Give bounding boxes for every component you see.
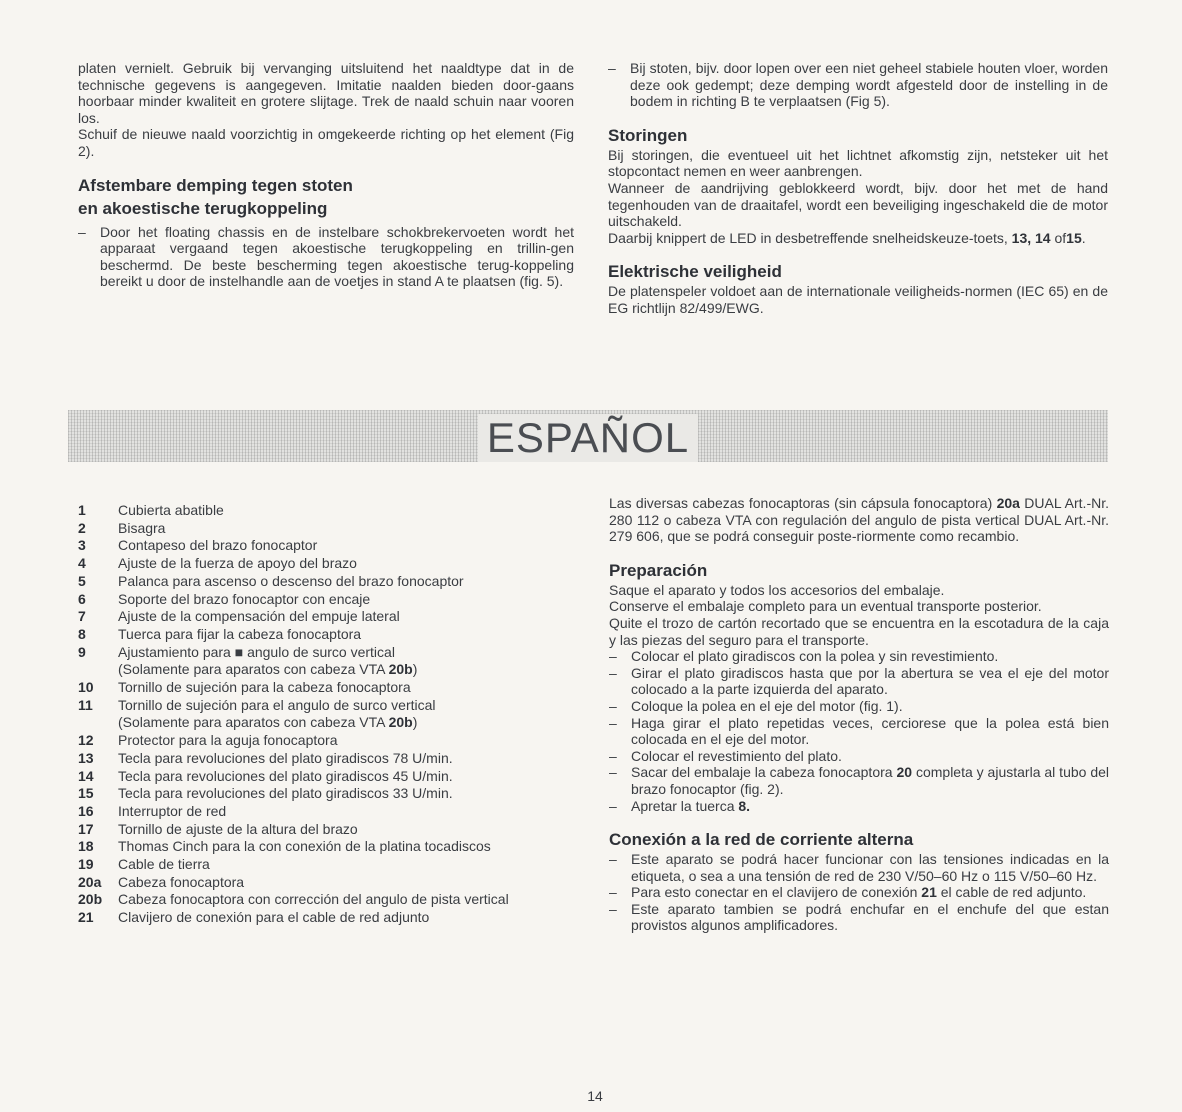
- part-description: [118, 537, 588, 555]
- part-description: [118, 909, 588, 927]
- con-item: [609, 884, 1109, 901]
- prep-item: [609, 648, 1109, 665]
- part-number: 6: [78, 590, 86, 607]
- connector-word: of: [1054, 229, 1067, 246]
- part-description: [118, 520, 588, 538]
- con-item-text: Este aparato se podrá hacer funcionar con las tensiones indicadas en la etiqueta, o sea a una tensión de red de 230 V/50–60 Hz o 115 V/50–60 Hz.: [631, 851, 1109, 884]
- part-number: 2: [78, 519, 86, 536]
- dutch-intro-p2: Schuif de nieuwe naald voorzichtig in omgekeerde richting op het element (Fig 2).: [78, 126, 574, 159]
- dash-marker: –: [609, 697, 617, 714]
- part-description-text: Tecla para revoluciones del plato giradiscos 45 U/min.: [118, 767, 453, 784]
- prep-item: [609, 748, 1109, 765]
- storingen-heading: Storingen: [608, 125, 688, 145]
- part-description-text: Tecla para revoluciones del plato giradiscos 33 U/min.: [118, 785, 453, 802]
- part-number: 11: [78, 696, 93, 713]
- prep-item7-a: Apretar la tuerca: [631, 797, 735, 814]
- prep-item: [609, 698, 1109, 715]
- cabezas-text-a: Las diversas cabezas fonocaptoras (sin cápsula fonocaptora): [609, 495, 993, 511]
- part-number: 16: [78, 802, 94, 819]
- part-number: 8: [78, 625, 86, 642]
- part-number: 4: [78, 555, 86, 572]
- parts-list-item: [78, 573, 588, 591]
- dash-marker: –: [609, 851, 617, 868]
- part-description-text: Clavijero de conexión para el cable de red adjunto: [118, 909, 430, 926]
- part-description-text: (Solamente para aparatos con cabeza VTA: [118, 714, 389, 731]
- dutch-left-column: [78, 60, 574, 290]
- storingen-p3: Daarbij knippert de LED in desbetreffende snelheidskeuze-toets, 13, 14 of15.: [608, 229, 1086, 246]
- parts-list-column: [78, 502, 588, 927]
- prep-item-text: Coloque la polea en el eje del motor (fig. 1).: [631, 697, 903, 714]
- part-ref: 20: [896, 764, 913, 781]
- parts-list-item: [78, 714, 588, 732]
- preparacion-heading: Preparación: [609, 560, 708, 580]
- parts-list-item: [78, 891, 588, 909]
- prep-item-text: [631, 798, 1109, 815]
- part-description: [118, 644, 588, 662]
- dash-marker: –: [609, 764, 617, 781]
- part-description: [118, 838, 588, 856]
- parts-list-item: [78, 626, 588, 644]
- elektrische-text: De platenspeler voldoet aan de internationale veiligheids-normen (IEC 65) en de EG richtlijn 82/499/EWG.: [608, 283, 1108, 316]
- parts-list-item: [78, 661, 588, 679]
- prep-item-text: [631, 764, 1109, 797]
- parts-list-item: [78, 785, 588, 803]
- parts-list-item: [78, 697, 588, 715]
- parts-list-item: [78, 909, 588, 927]
- key-ref: 15: [1066, 229, 1082, 246]
- dash-marker: –: [609, 747, 617, 764]
- part-description-text: Ajustamiento para ■ angulo de surco vertical: [118, 643, 395, 660]
- prep-items: [609, 648, 1109, 764]
- parts-list-item: [78, 644, 588, 662]
- parts-list-item: [78, 502, 588, 520]
- con-item-text: Este aparato tambien se podrá enchufar en el enchufe del que estan provistos algunos amplificadores.: [631, 900, 1109, 934]
- page-number: 14: [587, 1088, 603, 1104]
- part-description-text: Cable de tierra: [118, 856, 210, 873]
- parts-list-item: [78, 591, 588, 609]
- dash-marker: –: [609, 900, 617, 917]
- spanish-right-column: [609, 495, 1109, 934]
- part-description: [118, 874, 588, 892]
- parts-list-item: [78, 732, 588, 750]
- parts-list-item: [78, 608, 588, 626]
- dutch-intro-p1: platen vernielt. Gebruik bij vervanging uitsluitend het naaldtype dat in de technische gegevens is aangegeven. Imitatie naalden bieden door-gaans hoorbaar minder kwaliteit en grotere slijtage. Trek de naald schuin naar vooren los.: [78, 60, 574, 126]
- part-number: 17: [78, 820, 94, 837]
- part-number: 13: [78, 749, 94, 766]
- damping-item: [78, 224, 574, 290]
- part-description: [118, 750, 588, 768]
- dash-marker: –: [78, 223, 86, 240]
- con-item-text: [631, 884, 1109, 901]
- prep-item6-b: completa y ajustarla al tubo del brazo fonocaptor (fig. 2).: [631, 764, 1110, 797]
- part-description: [118, 573, 588, 591]
- closing-paren: ): [412, 714, 418, 731]
- parts-list-item: [78, 555, 588, 573]
- prep-p1: Saque el aparato y todos los accesorios del embalaje.: [609, 581, 945, 598]
- part-ref: 8.: [738, 797, 751, 814]
- part-number: 9: [78, 643, 86, 660]
- part-number: 1: [78, 502, 86, 518]
- part-number: 21: [78, 909, 94, 926]
- con-item2-b: el cable de red adjunto.: [940, 884, 1087, 901]
- storingen-p1: Bij storingen, die eventueel uit het lichtnet afkomstig zijn, netsteker uit het stopcontact nemen en weer aanbrengen.: [608, 146, 1108, 180]
- part-description: [118, 555, 588, 573]
- damping-item: [608, 60, 1108, 110]
- part-number: 7: [78, 608, 86, 625]
- part-description-text: Contapeso del brazo fonocaptor: [118, 537, 318, 554]
- dash-marker: –: [609, 664, 617, 681]
- part-number: 18: [78, 838, 94, 855]
- dash-marker: –: [609, 714, 617, 731]
- part-description: [118, 697, 588, 715]
- parts-list-item: [78, 750, 588, 768]
- prep-item-text: Colocar el plato giradiscos con la polea y sin revestimiento.: [631, 648, 999, 665]
- prep-item: [609, 798, 1109, 815]
- part-description: [118, 661, 588, 679]
- prep-item: [609, 715, 1109, 748]
- part-description: [118, 891, 588, 909]
- prep-item-text: Haga girar el plato repetidas veces, cerciorese que la polea está bien colocada en el eje del motor.: [631, 714, 1109, 748]
- part-number: [78, 714, 118, 732]
- damping-heading-line1: Afstembare demping tegen stoten: [78, 175, 353, 195]
- part-description: [118, 803, 588, 821]
- part-number: 3: [78, 537, 86, 554]
- parts-list-item: [78, 537, 588, 555]
- closing-paren: ): [412, 661, 418, 678]
- part-ref: 21: [921, 884, 937, 901]
- part-description-text: Tornillo de sujeción para el angulo de surco vertical: [118, 696, 436, 713]
- part-number: 15: [78, 785, 94, 802]
- part-description: [118, 714, 588, 732]
- con-item2-a: Para esto conectar en el clavijero de conexión: [631, 884, 918, 901]
- part-number: 19: [78, 856, 94, 873]
- part-description-text: Soporte del brazo fonocaptor con encaje: [118, 590, 371, 607]
- part-description-text: Tecla para revoluciones del plato giradiscos 78 U/min.: [118, 749, 453, 766]
- part-description-text: Ajuste de la compensación del empuje lateral: [118, 608, 400, 625]
- prep-item-text: Girar el plato giradiscos hasta que por la abertura se vea el eje del motor colocado a la parte izquierda del aparato.: [631, 664, 1109, 698]
- part-ref: 20b: [388, 714, 413, 731]
- parts-list-item: [78, 874, 588, 892]
- dash-marker: –: [609, 797, 617, 814]
- part-number: 20b: [78, 891, 103, 908]
- elektrische-heading: Elektrische veiligheid: [608, 262, 782, 282]
- parts-list-item: [78, 838, 588, 856]
- part-number: [78, 661, 118, 679]
- part-ref: 20a: [996, 495, 1020, 511]
- part-description-text: Protector para la aguja fonocaptora: [118, 732, 338, 749]
- damping-item-text: Door het floating chassis en de instelbare schokbrekervoeten wordt het apparaat vergaand tegen akoestische terugkoppeling en trillin-gen beschermd. De beste bescherming tegen akoestische terug-koppeling bereikt u door de instelhandle aan de voetjes in stand A te plaatsen (fig. 5).: [100, 223, 574, 290]
- part-ref: 20b: [388, 661, 413, 678]
- part-number: 5: [78, 572, 86, 589]
- damping-heading-line2: en akoestische terugkoppeling: [78, 198, 328, 218]
- parts-list-item: [78, 768, 588, 786]
- conexion-heading: Conexión a la red de corriente alterna: [609, 830, 914, 850]
- part-description: [118, 502, 588, 520]
- prep-p2: Conserve el embalaje completo para un eventual transporte posterior.: [609, 598, 1042, 615]
- part-number: 10: [78, 679, 94, 696]
- part-description: [118, 821, 588, 839]
- part-description-text: Cabeza fonocaptora: [118, 873, 245, 890]
- part-description-text: Interruptor de red: [118, 802, 227, 819]
- part-description-text: Thomas Cinch para la con conexión de la platina tocadiscos: [118, 838, 491, 855]
- parts-list-item: [78, 821, 588, 839]
- part-number: 20a: [78, 873, 102, 890]
- part-description: [118, 679, 588, 697]
- dash-marker: –: [609, 884, 617, 901]
- part-description: [118, 768, 588, 786]
- storingen-p2: Wanneer de aandrijving geblokkeerd wordt, bijv. door het met de hand tegenhouden van de draaitafel, wordt een beveiliging ingeschakeld die de motor uitschakeld.: [608, 179, 1108, 230]
- part-description-text: Palanca para ascenso o descenso del brazo fonocaptor: [118, 572, 464, 589]
- part-description: [118, 732, 588, 750]
- part-description: [118, 626, 588, 644]
- dash-marker: –: [609, 648, 617, 665]
- part-description-text: Tornillo de ajuste de la altura del brazo: [118, 820, 358, 837]
- part-description: [118, 856, 588, 874]
- cabezas-paragraph: [609, 495, 1109, 545]
- key-ref: 14: [1035, 229, 1051, 246]
- part-description-text: Bisagra: [118, 519, 166, 536]
- part-description-text: (Solamente para aparatos con cabeza VTA: [118, 661, 389, 678]
- parts-list-item: [78, 856, 588, 874]
- cabezas-text-b: DUAL Art.-Nr. 280 112 o cabeza VTA con regulación del angulo de pista vertical DUAL Art.-Nr. 279 606, que se podrá conseguir poste-riormente como recambio.: [609, 495, 1110, 545]
- dash-marker: –: [608, 60, 616, 76]
- part-description-text: Ajuste de la fuerza de apoyo del brazo: [118, 555, 357, 572]
- part-description-text: Cubierta abatible: [118, 502, 224, 518]
- prep-item-text: Colocar el revestimiento del plato.: [631, 747, 842, 764]
- parts-list-item: [78, 520, 588, 538]
- part-description: [118, 608, 588, 626]
- key-ref: 13,: [1011, 229, 1032, 246]
- damping-item-text: Bij stoten, bijv. door lopen over een niet geheel stabiele houten vloer, worden deze ook gedempt; deze demping wordt afgesteld door de instelling in de bodem in richting B te verplaatsen (Fig 5).: [630, 60, 1108, 110]
- part-description-text: Tornillo de sujeción para la cabeza fonocaptora: [118, 679, 411, 696]
- part-description-text: Tuerca para fijar la cabeza fonocaptora: [118, 625, 362, 642]
- con-item: [609, 851, 1109, 884]
- storingen-p3-text: Daarbij knippert de LED in desbetreffende snelheidskeuze-toets,: [608, 229, 1008, 246]
- part-description-text: Cabeza fonocaptora con corrección del angulo de pista vertical: [118, 891, 509, 908]
- part-number: 12: [78, 732, 94, 749]
- dutch-right-column: [608, 60, 1108, 317]
- prep-item6-a: Sacar del embalaje la cabeza fonocaptora: [631, 764, 893, 781]
- parts-list-item: [78, 803, 588, 821]
- prep-item: [609, 764, 1109, 797]
- part-description: [118, 591, 588, 609]
- prep-p3: Quite el trozo de cartón recortado que se encuentra en la escotadura de la caja y las piezas del seguro para el transporte.: [609, 614, 1109, 648]
- con-item: [609, 901, 1109, 934]
- part-description: [118, 785, 588, 803]
- section-title: ESPAÑOL: [478, 414, 698, 462]
- prep-item: [609, 665, 1109, 698]
- parts-list: [78, 502, 588, 927]
- parts-list-item: [78, 679, 588, 697]
- part-number: 14: [78, 767, 94, 784]
